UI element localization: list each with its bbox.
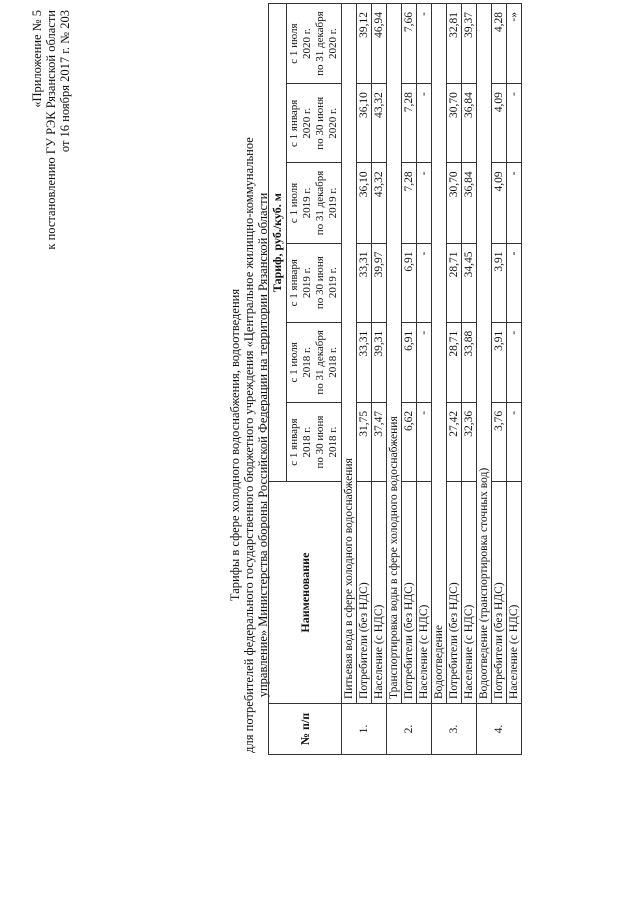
- section-row: [432, 4, 447, 755]
- tariff-value: 33,31: [357, 322, 372, 402]
- tariff-value: 36,84: [462, 84, 477, 163]
- tariff-value: 31,75: [357, 402, 372, 481]
- section-num: 3.: [432, 703, 477, 754]
- document-title: [228, 45, 270, 845]
- tariff-value: 4,09: [492, 163, 507, 243]
- tariff-value: 46,94: [372, 4, 387, 84]
- tariff-value: 3,91: [492, 243, 507, 322]
- section-row: [342, 4, 357, 755]
- tariff-value: -: [507, 243, 522, 322]
- row-name: Потребители (без НДС): [357, 482, 372, 704]
- tariff-value: 32,36: [462, 402, 477, 481]
- table-row: [402, 4, 417, 755]
- tariff-value: 27,42: [447, 402, 462, 481]
- tariff-value: -: [417, 84, 432, 163]
- row-name: Население (с НДС): [507, 482, 522, 704]
- period-header: с 1 июля 2019 г. по 31 декабря 2019 г.: [287, 163, 342, 243]
- annotation-line-1: «Приложение № 5: [30, 10, 44, 108]
- tariff-value: 37,47: [372, 402, 387, 481]
- header-num: № п/п: [269, 703, 342, 754]
- tariff-value: 36,10: [357, 84, 372, 163]
- tariff-value: 39,12: [357, 4, 372, 84]
- header-name: Наименование: [269, 482, 342, 704]
- tariff-value: -: [417, 322, 432, 402]
- annotation-line-3: от 16 ноября 2017 г. № 203: [58, 10, 72, 153]
- tariff-value: 4,28: [492, 4, 507, 84]
- tariff-table: [268, 3, 522, 755]
- tariff-value: 3,76: [492, 402, 507, 481]
- tariff-value: 7,28: [402, 163, 417, 243]
- tariff-value: 32,81: [447, 4, 462, 84]
- table-row: [507, 4, 522, 755]
- tariff-value: -: [417, 163, 432, 243]
- tariff-value: 28,71: [447, 243, 462, 322]
- table-row: [372, 4, 387, 755]
- annotation-line-2: к постановлению ГУ РЭК Рязанской области: [44, 10, 58, 250]
- tariff-value: 43,32: [372, 163, 387, 243]
- title-line-3: управление» Министерства обороны Российской Федерации на территории Рязанской области: [256, 192, 270, 698]
- tariff-value: 7,66: [402, 4, 417, 84]
- section-num: 1.: [342, 703, 387, 754]
- tariff-value: 4,09: [492, 84, 507, 163]
- tariff-value: 39,97: [372, 243, 387, 322]
- row-name: Потребители (без НДС): [447, 482, 462, 704]
- table-row: [357, 4, 372, 755]
- section-title: Водоотведение: [432, 4, 447, 704]
- row-name: Население (с НДС): [372, 482, 387, 704]
- tariff-value: 43,32: [372, 84, 387, 163]
- section-num: 4.: [477, 703, 522, 754]
- tariff-value: 6,91: [402, 322, 417, 402]
- row-name: Потребители (без НДС): [402, 482, 417, 704]
- period-header: с 1 января 2019 г. по 30 июня 2019 г.: [287, 243, 342, 322]
- title-line-1: Тарифы в сфере холодного водоснабжения, водоотведения: [228, 288, 242, 602]
- table-row: [492, 4, 507, 755]
- row-name: Население (с НДС): [462, 482, 477, 704]
- tariff-value: 36,84: [462, 163, 477, 243]
- section-num: 2.: [387, 703, 432, 754]
- period-header: с 1 июля 2018 г. по 31 декабря 2018 г.: [287, 322, 342, 402]
- tariff-value: -: [507, 402, 522, 481]
- tariff-value: 34,45: [462, 243, 477, 322]
- tariff-value: 30,70: [447, 84, 462, 163]
- row-name: Население (с НДС): [417, 482, 432, 704]
- tariff-value: -: [417, 243, 432, 322]
- tariff-value: 36,10: [357, 163, 372, 243]
- tariff-value: -»: [507, 4, 522, 84]
- tariff-value: -: [507, 84, 522, 163]
- tariff-value: 33,31: [357, 243, 372, 322]
- tariff-value: -: [417, 4, 432, 84]
- section-title: Питьевая вода в сфере холодного водоснабжения: [342, 4, 357, 704]
- tariff-value: 3,91: [492, 322, 507, 402]
- appendix-annotation: [30, 10, 72, 290]
- tariff-value: -: [507, 163, 522, 243]
- tariff-value: 7,28: [402, 84, 417, 163]
- section-row: [477, 4, 492, 755]
- table-row: [417, 4, 432, 755]
- header-tariff: Тариф, руб./куб. м: [269, 4, 287, 482]
- tariff-value: 6,91: [402, 243, 417, 322]
- tariff-value: 33,88: [462, 322, 477, 402]
- tariff-value: -: [417, 402, 432, 481]
- period-header: с 1 января 2020 г. по 30 июня 2020 г.: [287, 84, 342, 163]
- period-header: с 1 июля 2020 г. по 31 декабря 2020 г.: [287, 4, 342, 84]
- header-row: [269, 4, 287, 755]
- title-line-2: для потребителей федерального государственного бюджетного учреждения «Центральное жилищно-коммунальное: [242, 137, 256, 753]
- section-title: Водоотведение (транспортировка сточных вод): [477, 4, 492, 704]
- tariff-value: 39,31: [372, 322, 387, 402]
- period-header: с 1 января 2018 г. по 30 июня 2018 г.: [287, 402, 342, 481]
- section-row: [387, 4, 402, 755]
- tariff-value: 30,70: [447, 163, 462, 243]
- table-row: [462, 4, 477, 755]
- tariff-value: 28,71: [447, 322, 462, 402]
- section-title: Транспортировка воды в сфере холодного водоснабжения: [387, 4, 402, 704]
- row-name: Потребители (без НДС): [492, 482, 507, 704]
- tariff-value: -: [507, 322, 522, 402]
- tariff-value: 6,62: [402, 402, 417, 481]
- table-row: [447, 4, 462, 755]
- tariff-value: 39,37: [462, 4, 477, 84]
